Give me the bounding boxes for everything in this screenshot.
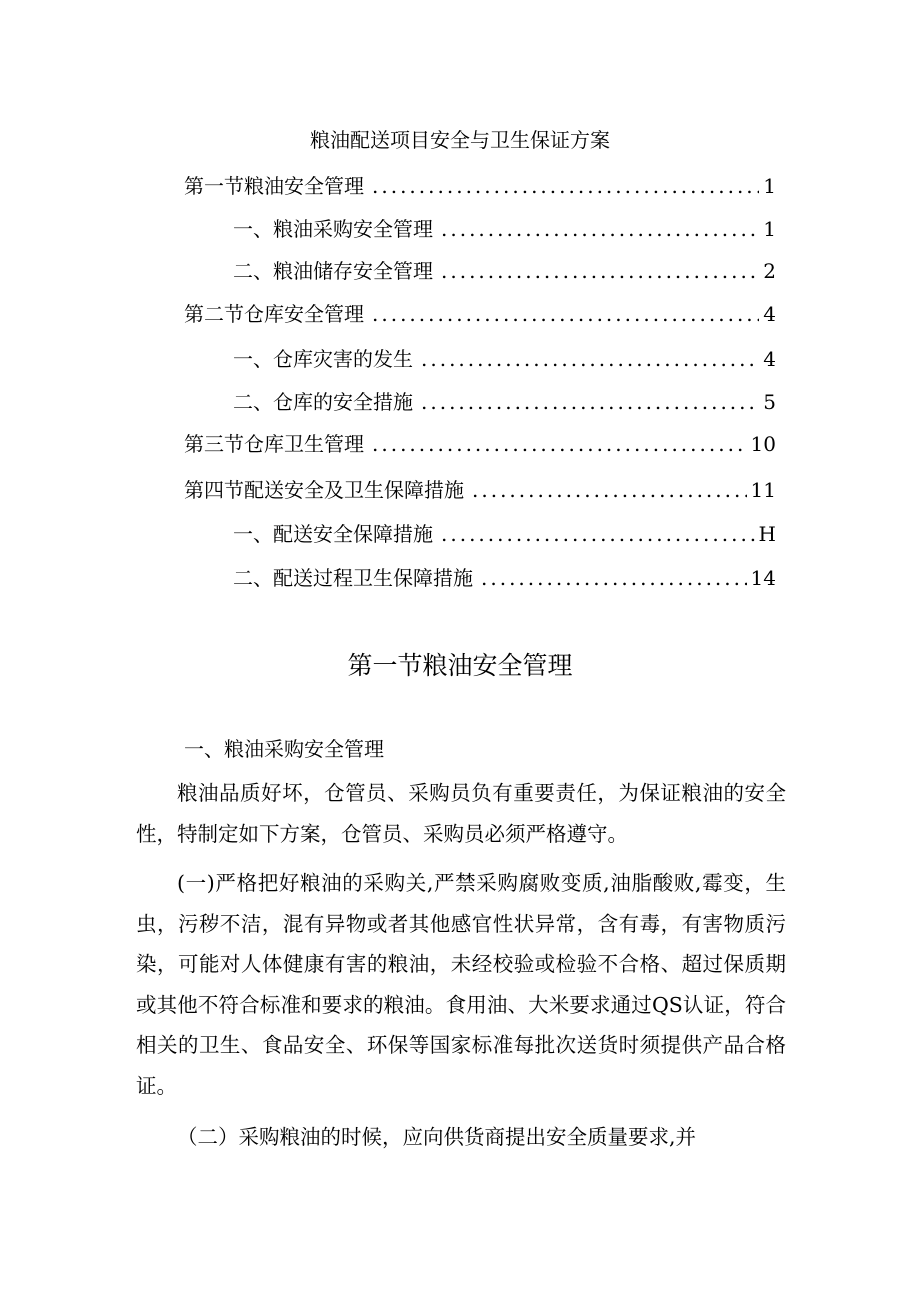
toc-entry[interactable] [184,170,776,202]
toc-entry[interactable] [233,213,776,245]
toc-leader-dots [441,518,755,550]
toc-entry-page: 14 [750,566,776,590]
toc-entry[interactable] [233,562,776,594]
toc-entry-page: 2 [763,259,776,283]
toc-entry-page: 5 [763,390,776,414]
toc-entry-page: 4 [763,302,776,326]
toc-leader-dots [372,428,747,460]
toc-entry-page: 11 [750,478,776,502]
toc-entry[interactable] [184,474,776,506]
toc-leader-dots [372,170,759,202]
toc-entry-label: 第四节配送安全及卫生保障措施 [184,478,464,502]
toc-leader-dots [441,255,759,287]
toc-entry-page: 10 [750,432,776,456]
section-heading: 第一节粮油安全管理 [347,651,573,680]
toc-entry[interactable] [233,343,776,375]
body-paragraph: （二）采购粮油的时候，应向供货商提出安全质量要求,并 [177,1125,697,1149]
toc-entry[interactable] [184,428,776,460]
toc-entry[interactable] [184,298,776,330]
toc-leader-dots [421,343,759,375]
toc-entry-label: 二、配送过程卫生保障措施 [233,566,473,590]
toc-entry-label: 第二节仓库安全管理 [184,302,364,326]
toc-entry-page: H [758,522,776,546]
toc-leader-dots [472,474,747,506]
toc-entry-label: 第一节粮油安全管理 [184,174,364,198]
toc-entry-label: 一、粮油采购安全管理 [233,217,433,241]
toc-leader-dots [441,213,759,245]
toc-entry-page: 1 [763,174,776,198]
toc-entry[interactable] [233,518,776,550]
body-paragraph: 粮油品质好坏，仓管员、采购员负有重要责任，为保证粮油的安全性，特制定如下方案，仓管员、采购员必须严格遵守。 [136,781,786,846]
toc-leader-dots [372,298,759,330]
toc-entry-label: 第三节仓库卫生管理 [184,432,364,456]
toc-entry-label: 二、仓库的安全措施 [233,390,413,414]
body-paragraph: (一)严格把好粮油的采购关,严禁采购腐败变质,油脂酸败,霉变，生虫，污秽不洁，混有异物或者其他感官性状异常，含有毒，有害物质污染，可能对人体健康有害的粮油，未经校验或检验不合格、超过保质期或其他不符合标准和要求的粮油。食用油、大米要求通过QS认证，符合相关的卫生、食品安全、环保等国家标准每批次送货时须提供产品合格证。 [136,871,786,1098]
toc-entry-label: 一、仓库灾害的发生 [233,347,413,371]
toc-entry[interactable] [233,255,776,287]
toc-entry-page: 4 [763,347,776,371]
toc-entry[interactable] [233,386,776,418]
toc-leader-dots [481,562,747,594]
document-title: 粮油配送项目安全与卫生保证方案 [310,128,610,152]
toc-entry-page: 1 [763,217,776,241]
subsection-heading: 一、粮油采购安全管理 [184,737,384,761]
toc-entry-label: 二、粮油储存安全管理 [233,259,433,283]
toc-entry-label: 一、配送安全保障措施 [233,522,433,546]
toc-leader-dots [421,386,759,418]
